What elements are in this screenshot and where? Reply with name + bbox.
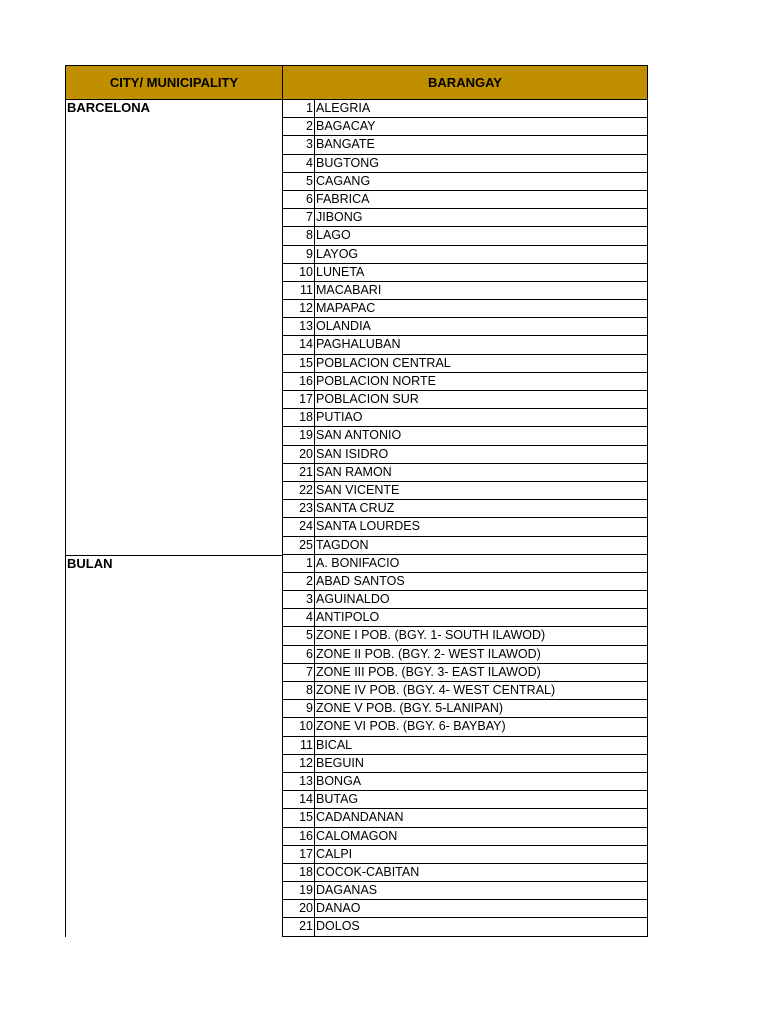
- barangay-number: 17: [283, 846, 315, 863]
- table-row: [282, 755, 648, 773]
- table-body: [65, 100, 648, 937]
- barangay-number: 18: [283, 864, 315, 881]
- barangay-name: CADANDANAN: [316, 810, 404, 825]
- barangay-name: SANTA CRUZ: [316, 501, 395, 516]
- municipality-group: [65, 100, 648, 555]
- table-row: [282, 682, 648, 700]
- barangay-name: PUTIAO: [316, 410, 363, 425]
- barangay-number: 8: [283, 227, 315, 244]
- barangay-column-header: BARANGAY: [428, 75, 502, 90]
- table-row: [282, 791, 648, 809]
- table-row: [282, 609, 648, 627]
- barangay-name: BUGTONG: [316, 155, 379, 170]
- table-row: [282, 737, 648, 755]
- barangay-name: POBLACION SUR: [316, 392, 419, 406]
- barangay-name: BONGA: [316, 773, 362, 788]
- table-row: [282, 864, 648, 882]
- barangay-number: 14: [283, 791, 315, 808]
- table-row: [282, 409, 648, 427]
- table-row: [282, 318, 648, 336]
- barangay-number: 21: [283, 464, 315, 481]
- table-row: [282, 900, 648, 918]
- table-row: [282, 555, 648, 573]
- table-row: [282, 809, 648, 827]
- table-row: [282, 100, 648, 118]
- barangay-number: 11: [283, 282, 315, 299]
- table-row: [282, 427, 648, 445]
- table-row: [282, 646, 648, 664]
- barangay-number: 22: [283, 482, 315, 499]
- barangay-number: 20: [283, 446, 315, 463]
- barangay-name: SAN RAMON: [316, 464, 392, 479]
- table-row: [282, 882, 648, 900]
- barangay-name: PAGHALUBAN: [316, 337, 401, 352]
- barangay-number: 10: [283, 264, 315, 281]
- barangay-number: 7: [283, 664, 315, 681]
- barangay-number: 2: [283, 573, 315, 590]
- barangay-number: 14: [283, 336, 315, 353]
- table-row: [282, 627, 648, 645]
- barangay-name: TAGDON: [316, 537, 369, 552]
- city-column-header: CITY/ MUNICIPALITY: [66, 66, 283, 99]
- barangay-number: 16: [283, 828, 315, 845]
- table-row: [282, 391, 648, 409]
- barangay-number: 4: [283, 155, 315, 172]
- barangay-name: AGUINALDO: [316, 592, 390, 607]
- table-row: [282, 573, 648, 591]
- barangay-number: 12: [283, 300, 315, 317]
- barangay-name: ZONE III POB. (BGY. 3- EAST ILAWOD): [316, 664, 541, 679]
- barangay-number: 9: [283, 246, 315, 263]
- barangay-number: 15: [283, 355, 315, 372]
- barangay-number: 6: [283, 646, 315, 663]
- barangay-number: 21: [283, 918, 315, 935]
- table-row: [282, 464, 648, 482]
- municipality-name: BARCELONA: [65, 100, 282, 555]
- barangay-name: DANAO: [316, 901, 361, 916]
- barangay-number: 5: [283, 173, 315, 190]
- table-row: [282, 209, 648, 227]
- barangay-number: 10: [283, 718, 315, 735]
- barangay-number: 23: [283, 500, 315, 517]
- table-header: [65, 65, 648, 100]
- table-row: [282, 136, 648, 154]
- barangay-name: BANGATE: [316, 137, 375, 152]
- barangay-number: 15: [283, 809, 315, 826]
- barangay-name: CALPI: [316, 846, 353, 861]
- barangay-number: 6: [283, 191, 315, 208]
- barangay-number: 24: [283, 518, 315, 535]
- barangay-name: LAYOG: [316, 246, 359, 261]
- barangay-number: 19: [283, 427, 315, 444]
- barangay-name: LAGO: [316, 228, 351, 243]
- table-row: [282, 700, 648, 718]
- barangay-name: SAN ANTONIO: [316, 428, 402, 443]
- table-row: [282, 773, 648, 791]
- table-row: [282, 264, 648, 282]
- table-row: [282, 718, 648, 736]
- barangay-name: DAGANAS: [316, 883, 378, 898]
- barangay-name: ZONE II POB. (BGY. 2- WEST ILAWOD): [316, 646, 541, 661]
- table-row: [282, 918, 648, 936]
- table-row: [282, 282, 648, 300]
- barangay-name: ZONE IV POB. (BGY. 4- WEST CENTRAL): [316, 683, 556, 697]
- barangay-name: A. BONIFACIO: [316, 555, 400, 570]
- barangay-table: [65, 65, 648, 937]
- barangay-name: DOLOS: [316, 919, 360, 934]
- table-row: [282, 518, 648, 536]
- barangay-name: SANTA LOURDES: [316, 519, 420, 534]
- barangay-name: ABAD SANTOS: [316, 573, 405, 588]
- barangay-number: 1: [283, 100, 315, 117]
- table-row: [282, 118, 648, 136]
- barangay-name: JIBONG: [316, 210, 363, 225]
- table-row: [282, 664, 648, 682]
- table-row: [282, 300, 648, 318]
- barangay-name: ZONE I POB. (BGY. 1- SOUTH ILAWOD): [316, 628, 546, 643]
- table-row: [282, 373, 648, 391]
- barangay-name: BAGACAY: [316, 119, 376, 134]
- barangay-number: 9: [283, 700, 315, 717]
- barangay-number: 25: [283, 537, 315, 554]
- barangay-name: CALOMAGON: [316, 828, 398, 843]
- barangay-number: 4: [283, 609, 315, 626]
- table-row: [282, 828, 648, 846]
- barangay-number: 16: [283, 373, 315, 390]
- table-row: [282, 500, 648, 518]
- table-row: [282, 446, 648, 464]
- barangay-number: 2: [283, 118, 315, 135]
- table-row: [282, 191, 648, 209]
- barangay-number: 12: [283, 755, 315, 772]
- table-row: [282, 173, 648, 191]
- barangay-name: COCOK-CABITAN: [316, 864, 420, 879]
- municipality-group: [65, 555, 648, 937]
- barangay-name: BICAL: [316, 737, 353, 752]
- barangay-name: OLANDIA: [316, 319, 371, 334]
- table-row: [282, 591, 648, 609]
- barangay-number: 18: [283, 409, 315, 426]
- barangay-name: LUNETA: [316, 264, 365, 279]
- municipality-name: BULAN: [65, 555, 282, 937]
- barangay-number: 11: [283, 737, 315, 754]
- table-row: [282, 227, 648, 245]
- table-row: [282, 537, 648, 555]
- barangay-list: [282, 555, 648, 937]
- barangay-name: MACABARI: [316, 282, 382, 297]
- barangay-number: 1: [283, 555, 315, 572]
- barangay-number: 8: [283, 682, 315, 699]
- barangay-number: 5: [283, 627, 315, 644]
- table-row: [282, 246, 648, 264]
- barangay-name: ANTIPOLO: [316, 610, 380, 625]
- barangay-number: 19: [283, 882, 315, 899]
- barangay-name: ZONE V POB. (BGY. 5-LANIPAN): [316, 701, 504, 716]
- table-row: [282, 482, 648, 500]
- barangay-name: SAN ISIDRO: [316, 446, 389, 461]
- table-row: [282, 155, 648, 173]
- barangay-number: 3: [283, 136, 315, 153]
- table-row: [282, 846, 648, 864]
- barangay-list: [282, 100, 648, 555]
- barangay-number: 3: [283, 591, 315, 608]
- barangay-number: 20: [283, 900, 315, 917]
- barangay-name: POBLACION CENTRAL: [316, 355, 451, 370]
- barangay-name: ZONE VI POB. (BGY. 6- BAYBAY): [316, 719, 506, 734]
- table-row: [282, 336, 648, 354]
- table-row: [282, 355, 648, 373]
- barangay-number: 13: [283, 773, 315, 790]
- barangay-name: BEGUIN: [316, 755, 364, 770]
- barangay-name: CAGANG: [316, 173, 371, 188]
- barangay-name: ALEGRIA: [316, 101, 371, 115]
- barangay-name: SAN VICENTE: [316, 482, 400, 497]
- barangay-name: FABRICA: [316, 191, 370, 206]
- barangay-number: 17: [283, 391, 315, 408]
- barangay-number: 7: [283, 209, 315, 226]
- barangay-name: MAPAPAC: [316, 301, 376, 316]
- barangay-name: POBLACION NORTE: [316, 373, 436, 388]
- barangay-number: 13: [283, 318, 315, 335]
- barangay-name: BUTAG: [316, 792, 359, 807]
